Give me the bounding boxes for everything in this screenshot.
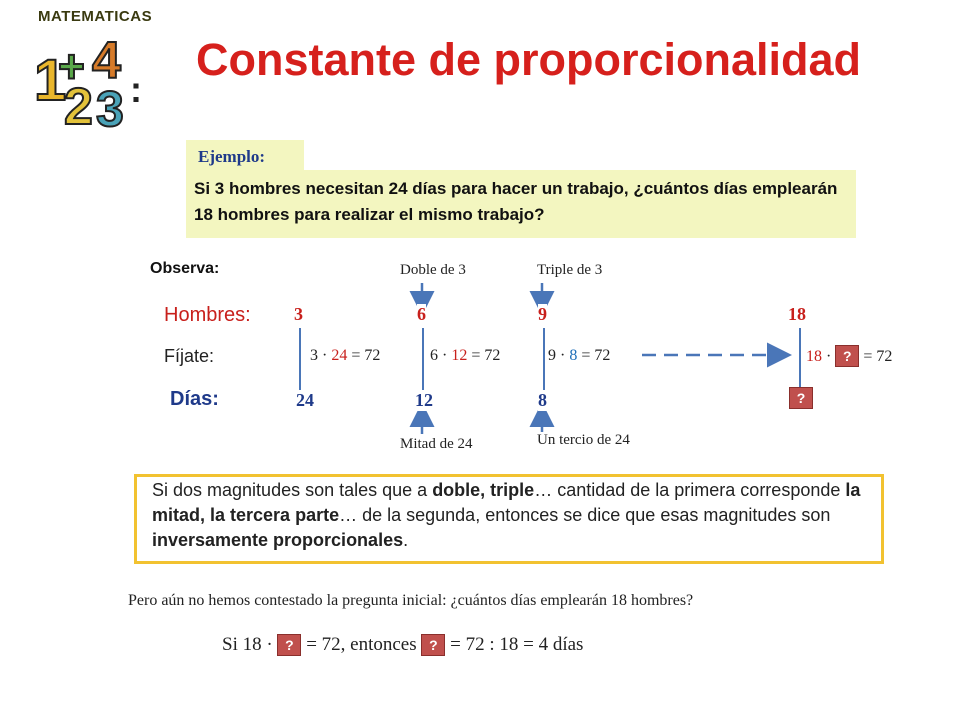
observe-label: Observa: bbox=[150, 260, 220, 277]
men-value: 9 bbox=[538, 304, 547, 324]
svg-text:+: + bbox=[58, 40, 85, 92]
equation: 18 · ? = 72 bbox=[806, 345, 892, 367]
unknown-box: ? bbox=[277, 634, 301, 656]
men-value: 18 bbox=[788, 304, 806, 324]
svg-text:1: 1 bbox=[34, 48, 67, 113]
double-label: Doble de 3 bbox=[400, 262, 466, 278]
unknown-box: ? bbox=[835, 345, 859, 367]
note-row-label: Fíjate: bbox=[164, 346, 215, 366]
days-value: 8 bbox=[538, 390, 547, 410]
half-label: Mitad de 24 bbox=[400, 436, 473, 452]
svg-text::: : bbox=[130, 69, 142, 110]
example-label: Ejemplo: bbox=[198, 147, 266, 166]
days-value: 24 bbox=[296, 390, 314, 410]
unknown-box: ? bbox=[789, 387, 813, 409]
days-row-label: Días: bbox=[170, 388, 219, 410]
men-row-label: Hombres: bbox=[164, 304, 251, 326]
page-title: Constante de proporcionalidad bbox=[196, 34, 862, 85]
svg-text:4: 4 bbox=[92, 32, 121, 90]
logo-wordmark: MATEMATICAS bbox=[38, 8, 153, 25]
equation: 3 · 24 = 72 bbox=[310, 347, 381, 364]
equation: 9 · 8 = 72 bbox=[548, 347, 611, 364]
example-text: Si 3 hombres necesitan 24 días para hacer un trabajo, ¿cuántos días emplearán 18 hombres para realizar el mismo trabajo? bbox=[194, 179, 838, 224]
days-value bbox=[789, 387, 813, 409]
unknown-box: ? bbox=[421, 634, 445, 656]
men-value: 3 bbox=[294, 304, 303, 324]
days-value: 12 bbox=[415, 390, 433, 410]
third-label: Un tercio de 24 bbox=[537, 432, 630, 448]
rule-text: Si dos magnitudes son tales que a doble, triple… cantidad de la primera corresponde la mitad, la tercera parte… de la segunda, entonces se dice que esas magnitudes son inversamente proporcionales. bbox=[152, 480, 861, 550]
equation: 6 · 12 = 72 bbox=[430, 347, 501, 364]
svg-text:3: 3 bbox=[96, 81, 124, 130]
svg-text:2: 2 bbox=[64, 78, 93, 130]
pending-question: Pero aún no hemos contestado la pregunta inicial: ¿cuántos días emplearán 18 hombres? bbox=[128, 592, 694, 609]
men-value: 6 bbox=[417, 304, 426, 324]
triple-label: Triple de 3 bbox=[537, 262, 603, 278]
final-answer: Si 18 · ? = 72, entonces ? = 72 : 18 = 4 días bbox=[222, 634, 584, 655]
